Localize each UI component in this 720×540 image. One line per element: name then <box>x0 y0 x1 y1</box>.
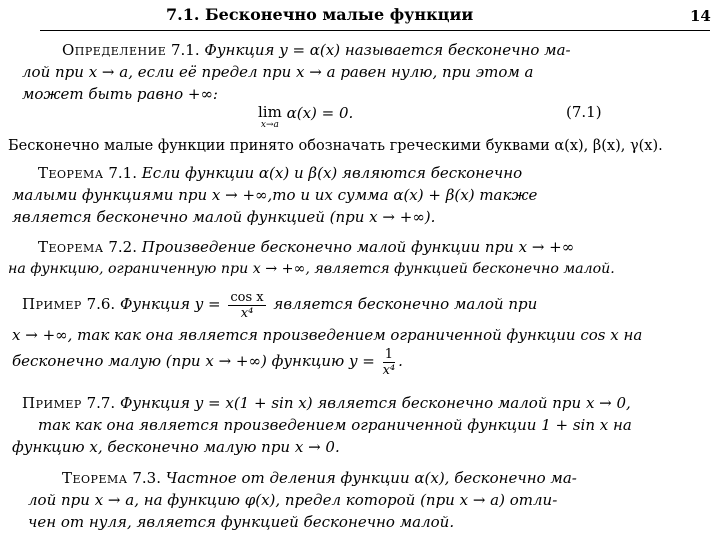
theorem-2-text-1: Произведение бесконечно малой функции при x → +∞ <box>141 238 575 256</box>
limit-word: lim <box>258 103 282 121</box>
page-number: 14 <box>690 7 711 25</box>
theorem-1-number: 7.1. <box>108 164 137 182</box>
example-1-fraction-numerator: cos x <box>230 289 264 305</box>
page-title: 7.1. Бесконечно малые функции <box>166 5 474 24</box>
example-1-fraction <box>228 290 265 321</box>
definition-text-1: Функция y = α(x) называется бесконечно ма- <box>204 41 571 59</box>
example-1-line-2: x → +∞, так как она является произведением ограниченной функции cos x на <box>12 326 643 344</box>
example-1-label: Пример <box>22 295 82 313</box>
example-2-label: Пример <box>22 394 82 412</box>
example-1-line-3-end: . <box>398 352 403 370</box>
notation-line: Бесконечно малые функции принято обозначать греческими буквами α(x), β(x), γ(x). <box>8 138 663 154</box>
theorem-2-number: 7.2. <box>108 238 137 256</box>
example-1-after-fraction: является бесконечно малой при <box>273 295 538 313</box>
limit-subscript: x→a <box>260 120 279 130</box>
example-2-line-3: функцию x, бесконечно малую при x → 0. <box>12 438 340 456</box>
theorem-1-label: Теорема <box>38 164 104 182</box>
example-2-line-2: так как она является произведением ограниченной функции 1 + sin x на <box>38 416 632 434</box>
limit-operator <box>258 104 282 130</box>
example-2-number: 7.7. <box>86 394 116 412</box>
example-1-fraction-2 <box>383 347 396 378</box>
theorem-1-text-1: Если функции α(x) и β(x) являются бесконечно <box>141 164 523 182</box>
example-1-fraction-2-numerator: 1 <box>383 347 396 363</box>
theorem-2-label: Теорема <box>38 238 104 256</box>
example-1-fraction-denominator: x⁴ <box>240 305 254 321</box>
definition-line-3: может быть равно +∞: <box>22 85 218 103</box>
limit-expression: α(x) = 0. <box>286 104 354 122</box>
definition-label: Определение <box>62 41 167 59</box>
theorem-3-line-1 <box>62 468 577 488</box>
example-1-line-3-start: бесконечно малую (при x → +∞) функцию y = <box>12 352 375 370</box>
theorem-1-line-3: является бесконечно малой функцией (при x → +∞). <box>12 208 436 226</box>
theorem-3-text-1: Частное от деления функции α(x), бесконечно ма- <box>165 469 577 487</box>
theorem-3-line-3: чен от нуля, является функцией бесконечно малой. <box>28 513 455 531</box>
theorem-3-line-2: лой при x → a, на функцию φ(x), предел которой (при x → a) отли- <box>28 491 558 509</box>
example-2-text-1: Функция y = x(1 + sin x) является бесконечно малой при x → 0, <box>119 394 631 412</box>
definition-line-2: лой при x → a, если её предел при x → a равен нулю, при этом a <box>22 63 534 81</box>
definition-line-1 <box>62 40 571 60</box>
theorem-1-line-2: малыми функциями при x → +∞,то и их сумма α(x) + β(x) также <box>12 186 538 204</box>
equation-number: (7.1) <box>566 103 602 121</box>
header-rule <box>40 30 710 31</box>
example-1-line-3 <box>12 343 403 379</box>
example-1-line-1 <box>22 288 537 321</box>
theorem-1-line-1 <box>38 163 522 183</box>
example-1-number: 7.6. <box>86 295 116 313</box>
limit-formula <box>258 104 353 130</box>
theorem-3-label: Теорема <box>62 469 128 487</box>
theorem-2-line-2: на функцию, ограниченную при x → +∞, является функцией бесконечно малой. <box>8 261 615 277</box>
example-1-fraction-2-denominator: x⁴ <box>382 362 396 378</box>
example-2-line-1 <box>22 393 631 413</box>
example-1-intro: Функция y = <box>119 295 221 313</box>
theorem-2-line-1 <box>38 237 574 257</box>
definition-number: 7.1. <box>171 41 200 59</box>
theorem-3-number: 7.3. <box>132 469 161 487</box>
